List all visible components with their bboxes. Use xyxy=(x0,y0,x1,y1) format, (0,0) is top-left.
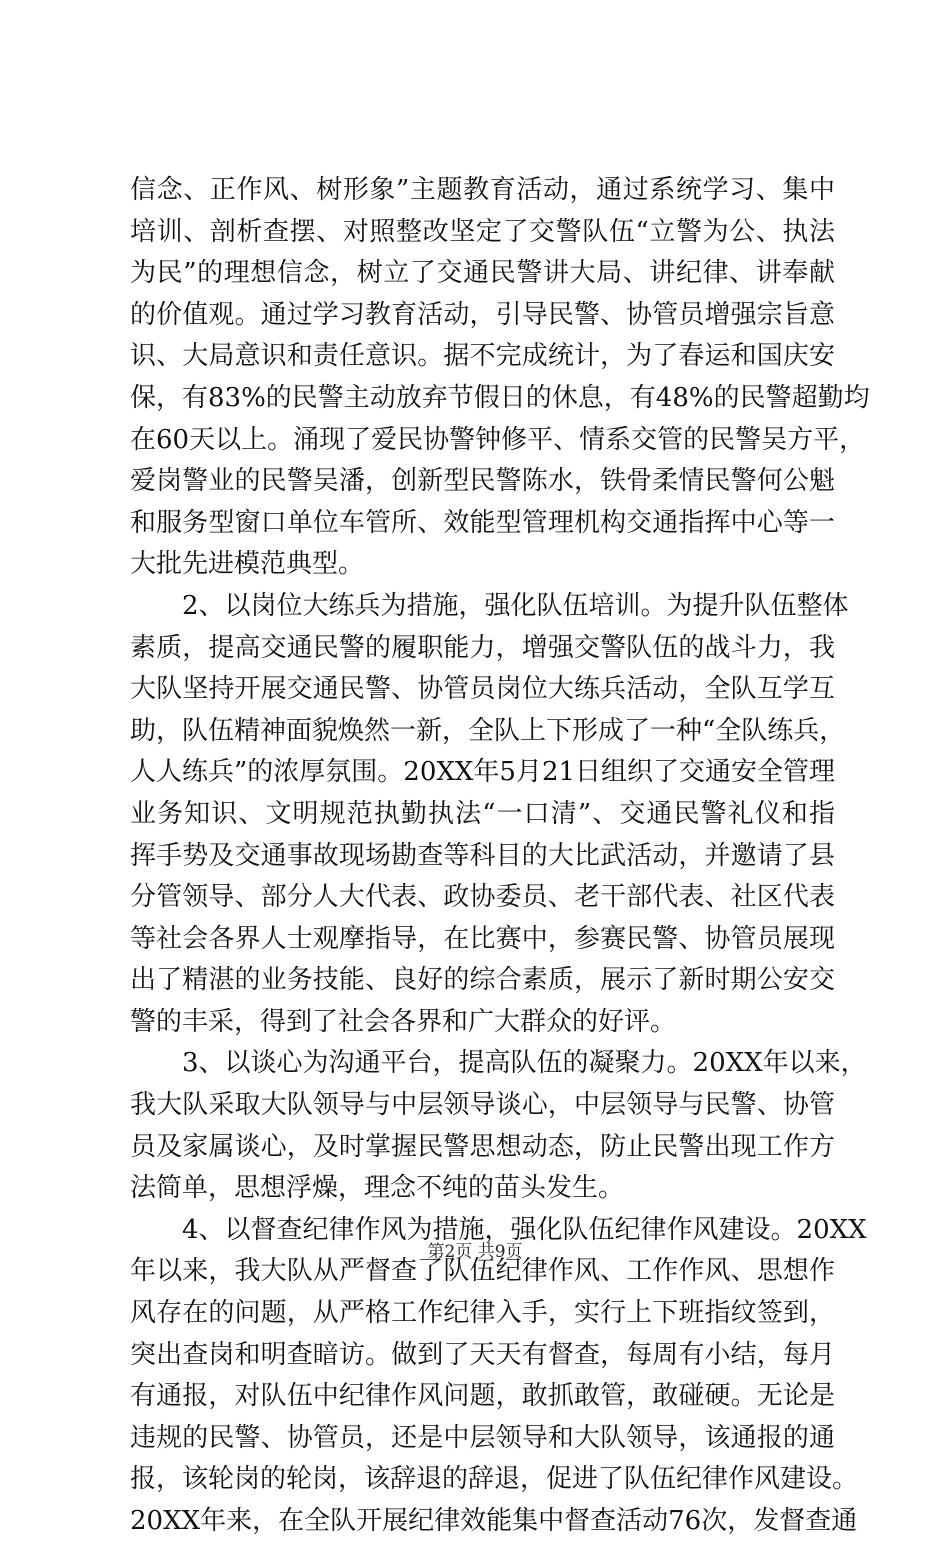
text-line: 的价值观。通过学习教育活动，引导民警、协管员增强宗旨意 xyxy=(130,299,835,330)
text-line: 20XX年来，在全队开展纪律效能集中督查活动76次，发督查通 xyxy=(130,1506,858,1536)
text-line: 人人练兵”的浓厚氛围。20XX年5月21日组织了交通安全管理 xyxy=(130,757,836,788)
text-line: 大批先进模范典型。 xyxy=(130,549,365,580)
text-line: 挥手势及交通事故现场勘查等科目的大比武活动，并邀请了县 xyxy=(130,840,835,871)
text-line: 报，该轮岗的轮岗，该辞退的辞退，促进了队伍纪律作风建设。 xyxy=(130,1464,859,1495)
text-line: 大队坚持开展交通民警、协管员岗位大练兵活动，全队互学互 xyxy=(130,674,835,705)
text-line: 和服务型窗口单位车管所、效能型管理机构交通指挥中心等一 xyxy=(130,507,835,538)
text-line: 警的丰采，得到了社会各界和广大群众的好评。 xyxy=(130,1006,677,1037)
text-line: 年以来，我大队从严督查了队伍纪律作风、工作作风、思想作 xyxy=(130,1256,835,1287)
text-line: 在60天以上。涌现了爱民协警钟修平、情系交管的民警吴方平， xyxy=(130,424,866,455)
text-line: 助，队伍精神面貌焕然一新，全队上下形成了一种“全队练兵， xyxy=(130,715,846,746)
text-line: 我大队采取大队领导与中层领导谈心，中层领导与民警、协管 xyxy=(130,1090,835,1121)
text-line: 突出查岗和明查暗访。做到了天天有督查，每周有小结，每月 xyxy=(130,1339,835,1370)
text-line: 业务知识、文明规范执勤执法“一口清”、交通民警礼仪和指 xyxy=(130,798,835,829)
text-line: 保，有83%的民警主动放弃节假日的休息，有48%的民警超勤均 xyxy=(130,382,870,413)
text-line: 分管领导、部分人大代表、政协委员、老干部代表、社区代表 xyxy=(130,882,835,913)
text-line: 信念、正作风、树形象”主题教育活动，通过系统学习、集中 xyxy=(130,175,835,205)
text-line: 法简单，思想浮燥，理念不纯的苗头发生。 xyxy=(130,1173,625,1204)
text-line: 等社会各界人士观摩指导，在比赛中，参赛民警、协管员展现 xyxy=(130,923,835,954)
document-body xyxy=(130,170,870,1543)
text-line: 爱岗警业的民警吴潘，创新型民警陈水，铁骨柔情民警何公魁 xyxy=(130,466,835,497)
text-line: 4、以督查纪律作风为措施，强化队伍纪律作风建设。20XX xyxy=(182,1214,867,1245)
paragraph xyxy=(130,586,849,1044)
text-line: 违规的民警、协管员，还是中层领导和大队领导，该通报的通 xyxy=(130,1422,835,1453)
text-line: 素质，提高交通民警的履职能力，增强交警队伍的战斗力，我 xyxy=(130,632,835,663)
text-line: 2、以岗位大练兵为措施，强化队伍培训。为提升队伍整体 xyxy=(182,590,849,621)
text-line: 3、以谈心为沟通平台，提高队伍的凝聚力。20XX年以来， xyxy=(182,1048,867,1079)
text-line: 风存在的问题，从严格工作纪律入手，实行上下班指纹签到， xyxy=(130,1298,835,1329)
text-line: 出了精湛的业务技能、良好的综合素质，展示了新时期公安交 xyxy=(130,965,835,996)
page-footer: 第2页 共9页 xyxy=(427,1242,523,1262)
text-line: 识、大局意识和责任意识。据不完成统计，为了春运和国庆安 xyxy=(130,341,835,372)
text-line: 有通报，对队伍中纪律作风问题，敢抓敢管，敢碰硬。无论是 xyxy=(130,1381,835,1412)
text-line: 员及家属谈心，及时掌握民警思想动态，防止民警出现工作方 xyxy=(130,1131,835,1162)
text-line: 培训、剖析查摆、对照整改坚定了交警队伍“立警为公、执法 xyxy=(130,216,835,247)
paragraph xyxy=(130,170,870,586)
text-line: 为民”的理想信念，树立了交通民警讲大局、讲纪律、讲奉献 xyxy=(130,258,835,289)
paragraph xyxy=(130,1043,867,1209)
